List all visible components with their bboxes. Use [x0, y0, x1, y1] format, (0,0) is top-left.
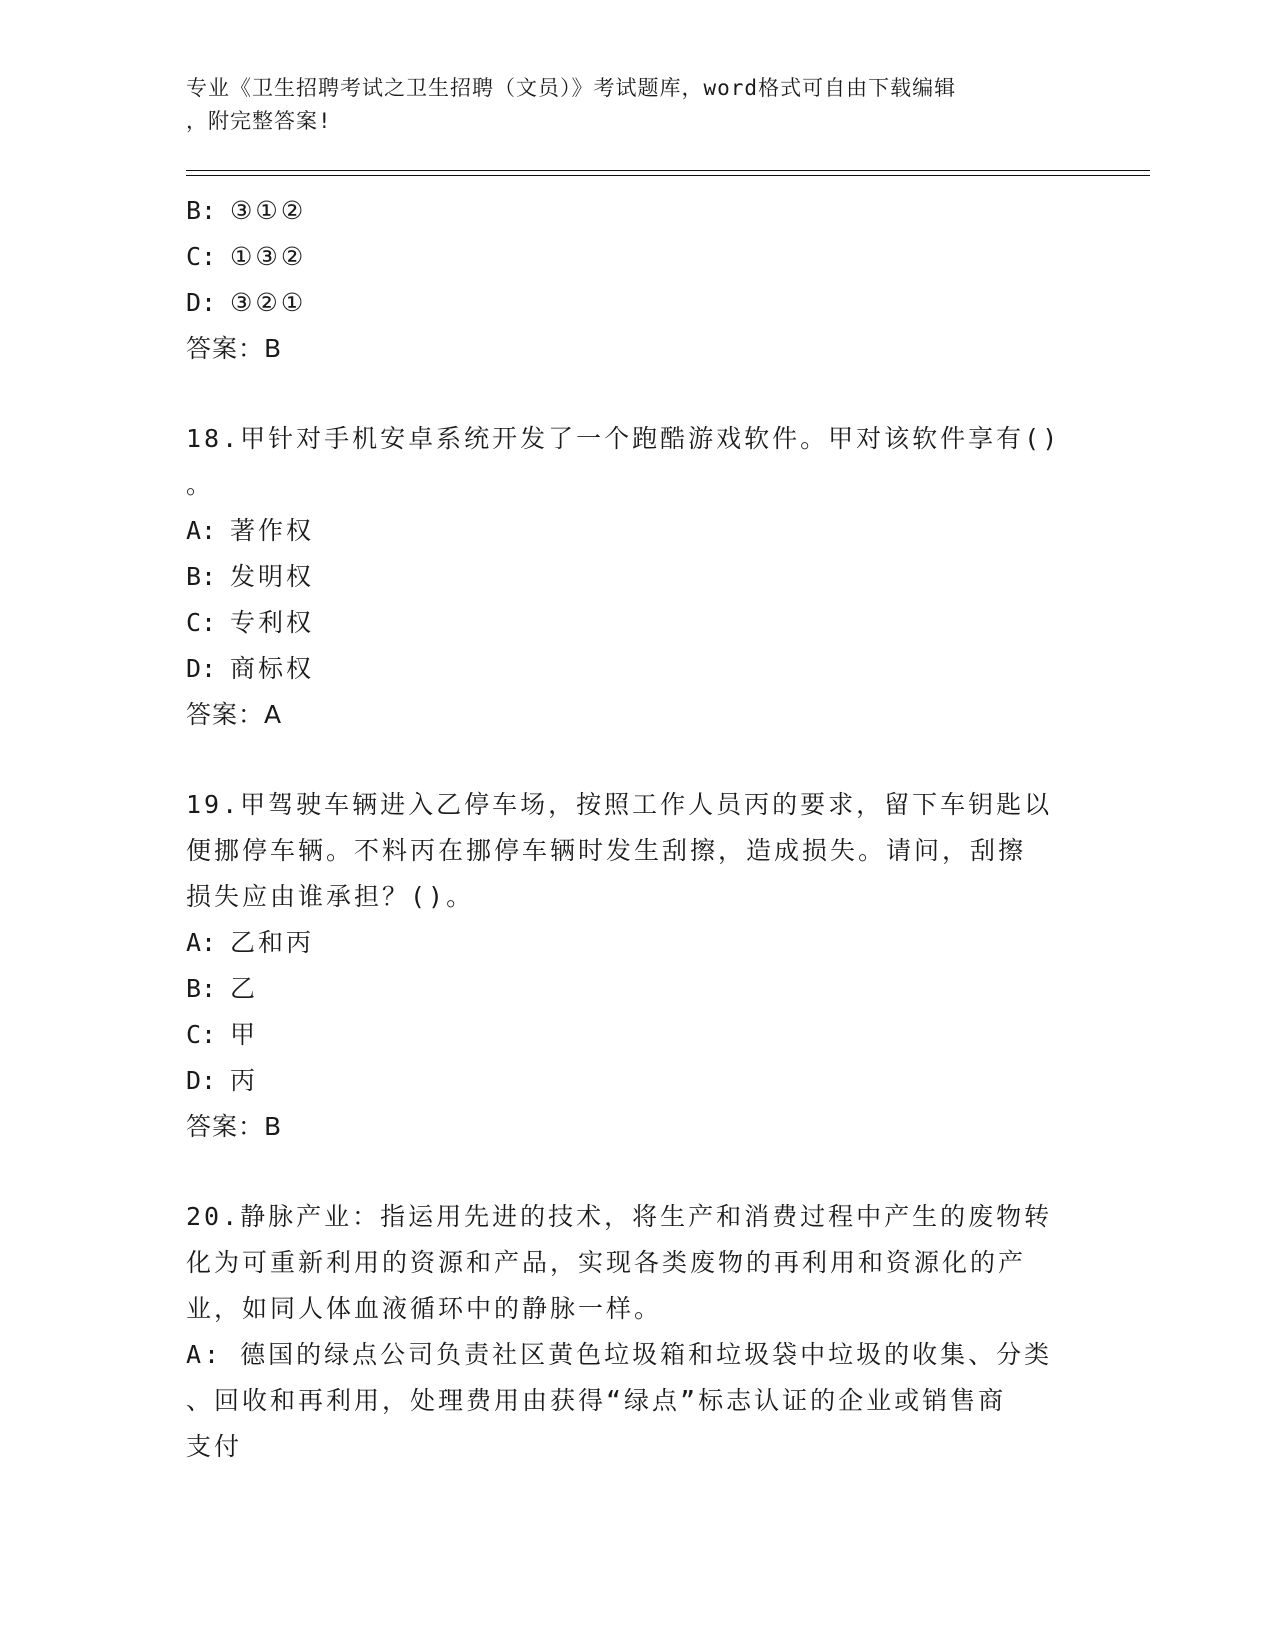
option-a-line: 支付: [186, 1432, 243, 1461]
option-b: B: ③①②: [186, 196, 307, 225]
header-line-2: ，附完整答案!: [186, 109, 332, 133]
option-a-line: 、回收和再利用，处理费用由获得“绿点”标志认证的企业或销售商: [186, 1386, 1007, 1415]
stem-line: 便挪停车辆。不料丙在挪停车辆时发生刮擦，造成损失。请问，刮擦: [186, 836, 1027, 865]
stem-line: 20.静脉产业：指运用先进的技术，将生产和消费过程中产生的废物转: [186, 1202, 1053, 1231]
option-c: C: 专利权: [186, 608, 315, 637]
stem-line: 18.甲针对手机安卓系统开发了一个跑酷游戏软件。甲对该软件享有(): [186, 424, 1061, 453]
header-rule-top: [186, 170, 1150, 171]
option-c: C: ①③②: [186, 242, 307, 271]
option-d: D: 商标权: [186, 654, 315, 683]
option-d: D: 丙: [186, 1066, 259, 1095]
question-20-stem: [186, 1194, 1086, 1332]
header-line-1: 专业《卫生招聘考试之卫生招聘（文员）》考试题库，word格式可自由下载编辑: [186, 76, 957, 100]
question-18-answer: 答案：A: [186, 700, 283, 729]
question-19-stem: [186, 782, 1086, 920]
question-18-stem: [186, 416, 1086, 508]
question-19-answer: 答案：B: [186, 1112, 283, 1141]
option-b: B: 发明权: [186, 562, 315, 591]
question-20-option-a: [186, 1332, 1086, 1470]
question-19-options: [186, 920, 1086, 1104]
question-content: [186, 188, 1086, 1470]
question-17-answer: 答案：B: [186, 334, 283, 363]
option-a: A: 乙和丙: [186, 928, 315, 957]
question-17-options: [186, 188, 1086, 326]
page-header: [186, 72, 1086, 138]
option-b: B: 乙: [186, 974, 259, 1003]
option-a-line: A: 德国的绿点公司负责社区黄色垃圾箱和垃圾袋中垃圾的收集、分类: [186, 1340, 1053, 1369]
stem-line: 化为可重新利用的资源和产品，实现各类废物的再利用和资源化的产: [186, 1248, 1027, 1277]
header-rule-bottom: [186, 175, 1150, 176]
question-18-options: [186, 508, 1086, 692]
stem-line: 业，如同人体血液循环中的静脉一样。: [186, 1294, 663, 1323]
stem-line: 。: [186, 470, 215, 499]
stem-line: 损失应由谁承担？()。: [186, 882, 475, 911]
option-d: D: ③②①: [186, 288, 307, 317]
option-a: A: 著作权: [186, 516, 315, 545]
stem-line: 19.甲驾驶车辆进入乙停车场，按照工作人员丙的要求，留下车钥匙以: [186, 790, 1053, 819]
option-c: C: 甲: [186, 1020, 259, 1049]
